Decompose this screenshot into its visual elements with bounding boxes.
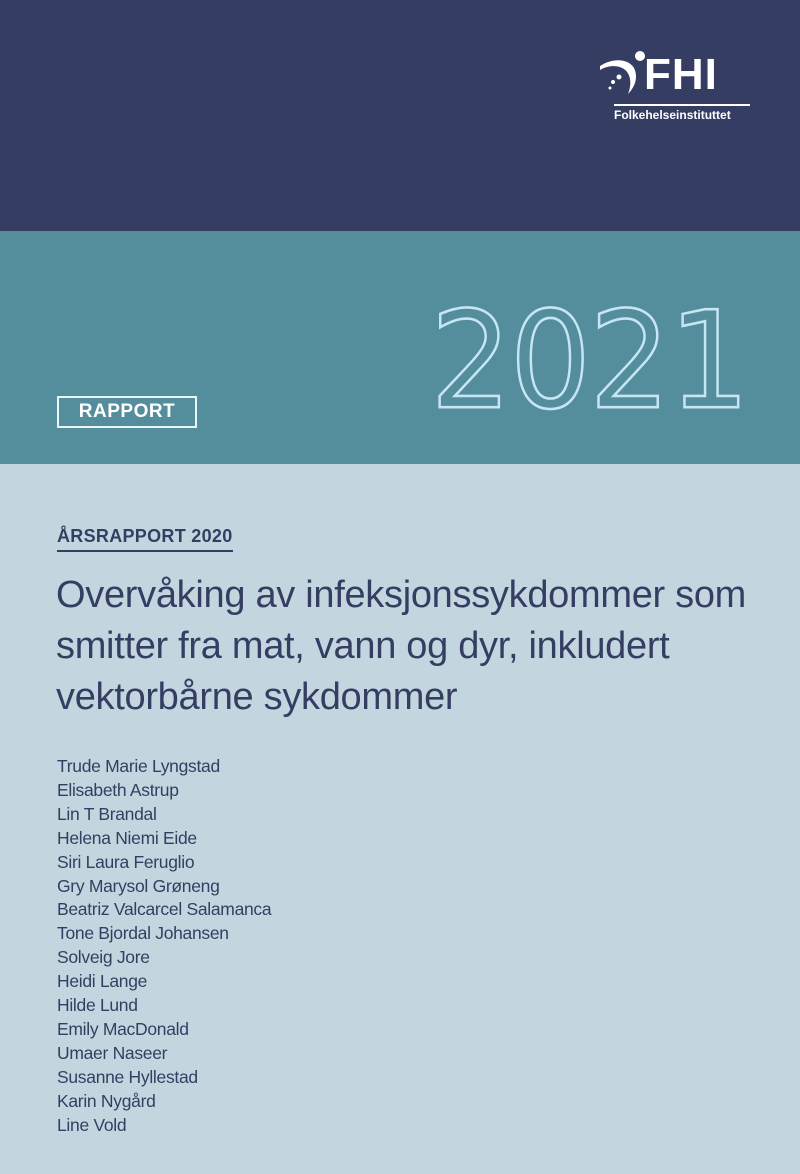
- fhi-figure-icon: [598, 50, 648, 102]
- logo-subtitle: Folkehelseinstituttet: [614, 108, 731, 122]
- author-name: Karin Nygård: [57, 1090, 156, 1111]
- author-name: Beatriz Valcarcel Salamanca: [57, 899, 272, 920]
- author-name: Emily MacDonald: [57, 1018, 189, 1039]
- report-kicker: ÅRSRAPPORT 2020: [57, 526, 233, 552]
- report-title: Overvåking av infeksjonssykdommer som smitter fra mat, vann og dyr, inkludert vektorbårne sykdommer: [56, 574, 747, 718]
- fhi-logo: [598, 50, 753, 125]
- year-text: 2021: [430, 283, 748, 440]
- author-name: Lin T Brandal: [57, 803, 157, 824]
- year-display: [430, 283, 748, 440]
- author-name: Elisabeth Astrup: [57, 779, 179, 800]
- author-list: [57, 755, 271, 1138]
- logo-text: FHI: [644, 50, 718, 99]
- logo-divider: [614, 104, 750, 106]
- author-name: Solveig Jore: [57, 947, 150, 968]
- author-name: Line Vold: [57, 1114, 127, 1135]
- header-band: [0, 0, 800, 231]
- author-name: Hilde Lund: [57, 995, 138, 1016]
- report-type-badge: RAPPORT: [57, 396, 197, 428]
- author-name: Umaer Naseer: [57, 1042, 168, 1063]
- author-name: Trude Marie Lyngstad: [57, 756, 220, 776]
- author-name: Helena Niemi Eide: [57, 827, 197, 848]
- author-name: Susanne Hyllestad: [57, 1066, 198, 1087]
- author-name: Heidi Lange: [57, 971, 148, 992]
- author-name: Siri Laura Feruglio: [57, 851, 195, 872]
- author-name: Gry Marysol Grøneng: [57, 875, 220, 896]
- author-name: Tone Bjordal Johansen: [57, 923, 229, 944]
